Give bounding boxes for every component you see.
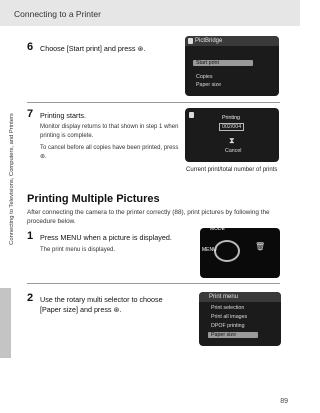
lcd-print-menu (199, 292, 281, 346)
lcd-title: Print menu (209, 293, 239, 300)
step-2-number: 2 (27, 292, 34, 304)
menu-button[interactable]: MENU (202, 247, 217, 253)
printer-icon (189, 112, 194, 118)
step-2-title: Use the rotary multi selector to choose [Paper size] and press ⊛. (40, 295, 163, 314)
rotary-dial (214, 240, 240, 262)
lcd-pictbridge-screen (185, 36, 279, 96)
page-number: 89 (280, 398, 288, 405)
step-6-number: 6 (27, 41, 34, 53)
step-1-number: 1 (27, 230, 34, 242)
lcd-header (199, 292, 281, 302)
step-7-title: Printing starts. (40, 111, 86, 120)
lcd-header (185, 36, 279, 46)
page-header (0, 0, 300, 26)
lcd-printing-label: Printing (222, 115, 240, 121)
mode-label: MODE (210, 226, 225, 232)
header-title: Connecting to a Printer (14, 9, 101, 19)
lcd-item-start-print[interactable]: Start print (193, 60, 253, 66)
step-7-number: 7 (27, 108, 34, 120)
side-tab (0, 26, 22, 413)
printer-icon (188, 38, 193, 44)
counter-callout: Current print/total number of prints (186, 167, 278, 173)
divider (27, 102, 280, 103)
lcd-item-paper-size[interactable]: Paper size (196, 82, 222, 88)
camera-back-illustration (200, 228, 280, 278)
lcd-cancel-label[interactable]: Cancel (225, 148, 242, 154)
section-body: After connecting the camera to the printer correctly (88), print pictures by following the procedure below. (27, 209, 270, 225)
lcd-title: PictBridge (195, 37, 223, 44)
lcd-print-counter: 002/004 (219, 123, 244, 131)
step-6-title: Choose [Start print] and press ⊛. (40, 44, 146, 53)
trash-icon: 🗑 (255, 242, 266, 251)
section-heading: Printing Multiple Pictures (27, 193, 160, 205)
lcd-item-print-selection[interactable]: Print selection (211, 305, 245, 311)
lcd-item-dpof[interactable]: DPOF printing (211, 323, 245, 329)
lcd-item-paper-size[interactable]: Paper size (208, 332, 258, 338)
lcd-printing-screen (185, 108, 279, 162)
lcd-item-copies[interactable]: Copies (196, 74, 213, 80)
side-tab-label: Connecting to Televisions, Computers, and Printers (9, 113, 15, 245)
lcd-item-print-all[interactable]: Print all images (211, 314, 248, 320)
divider (27, 283, 280, 284)
step-1-title: Press MENU when a picture is displayed. (40, 233, 172, 242)
step-7-desc-2: To cancel before all copies have been printed, press ⊛. (40, 145, 179, 160)
side-tab-marker (0, 288, 11, 358)
hourglass-icon: ⧗ (229, 136, 235, 145)
step-1-desc: The print menu is displayed. (40, 247, 116, 253)
step-7-desc-1: Monitor display returns to that shown in step 1 when printing is complete. (40, 124, 179, 139)
